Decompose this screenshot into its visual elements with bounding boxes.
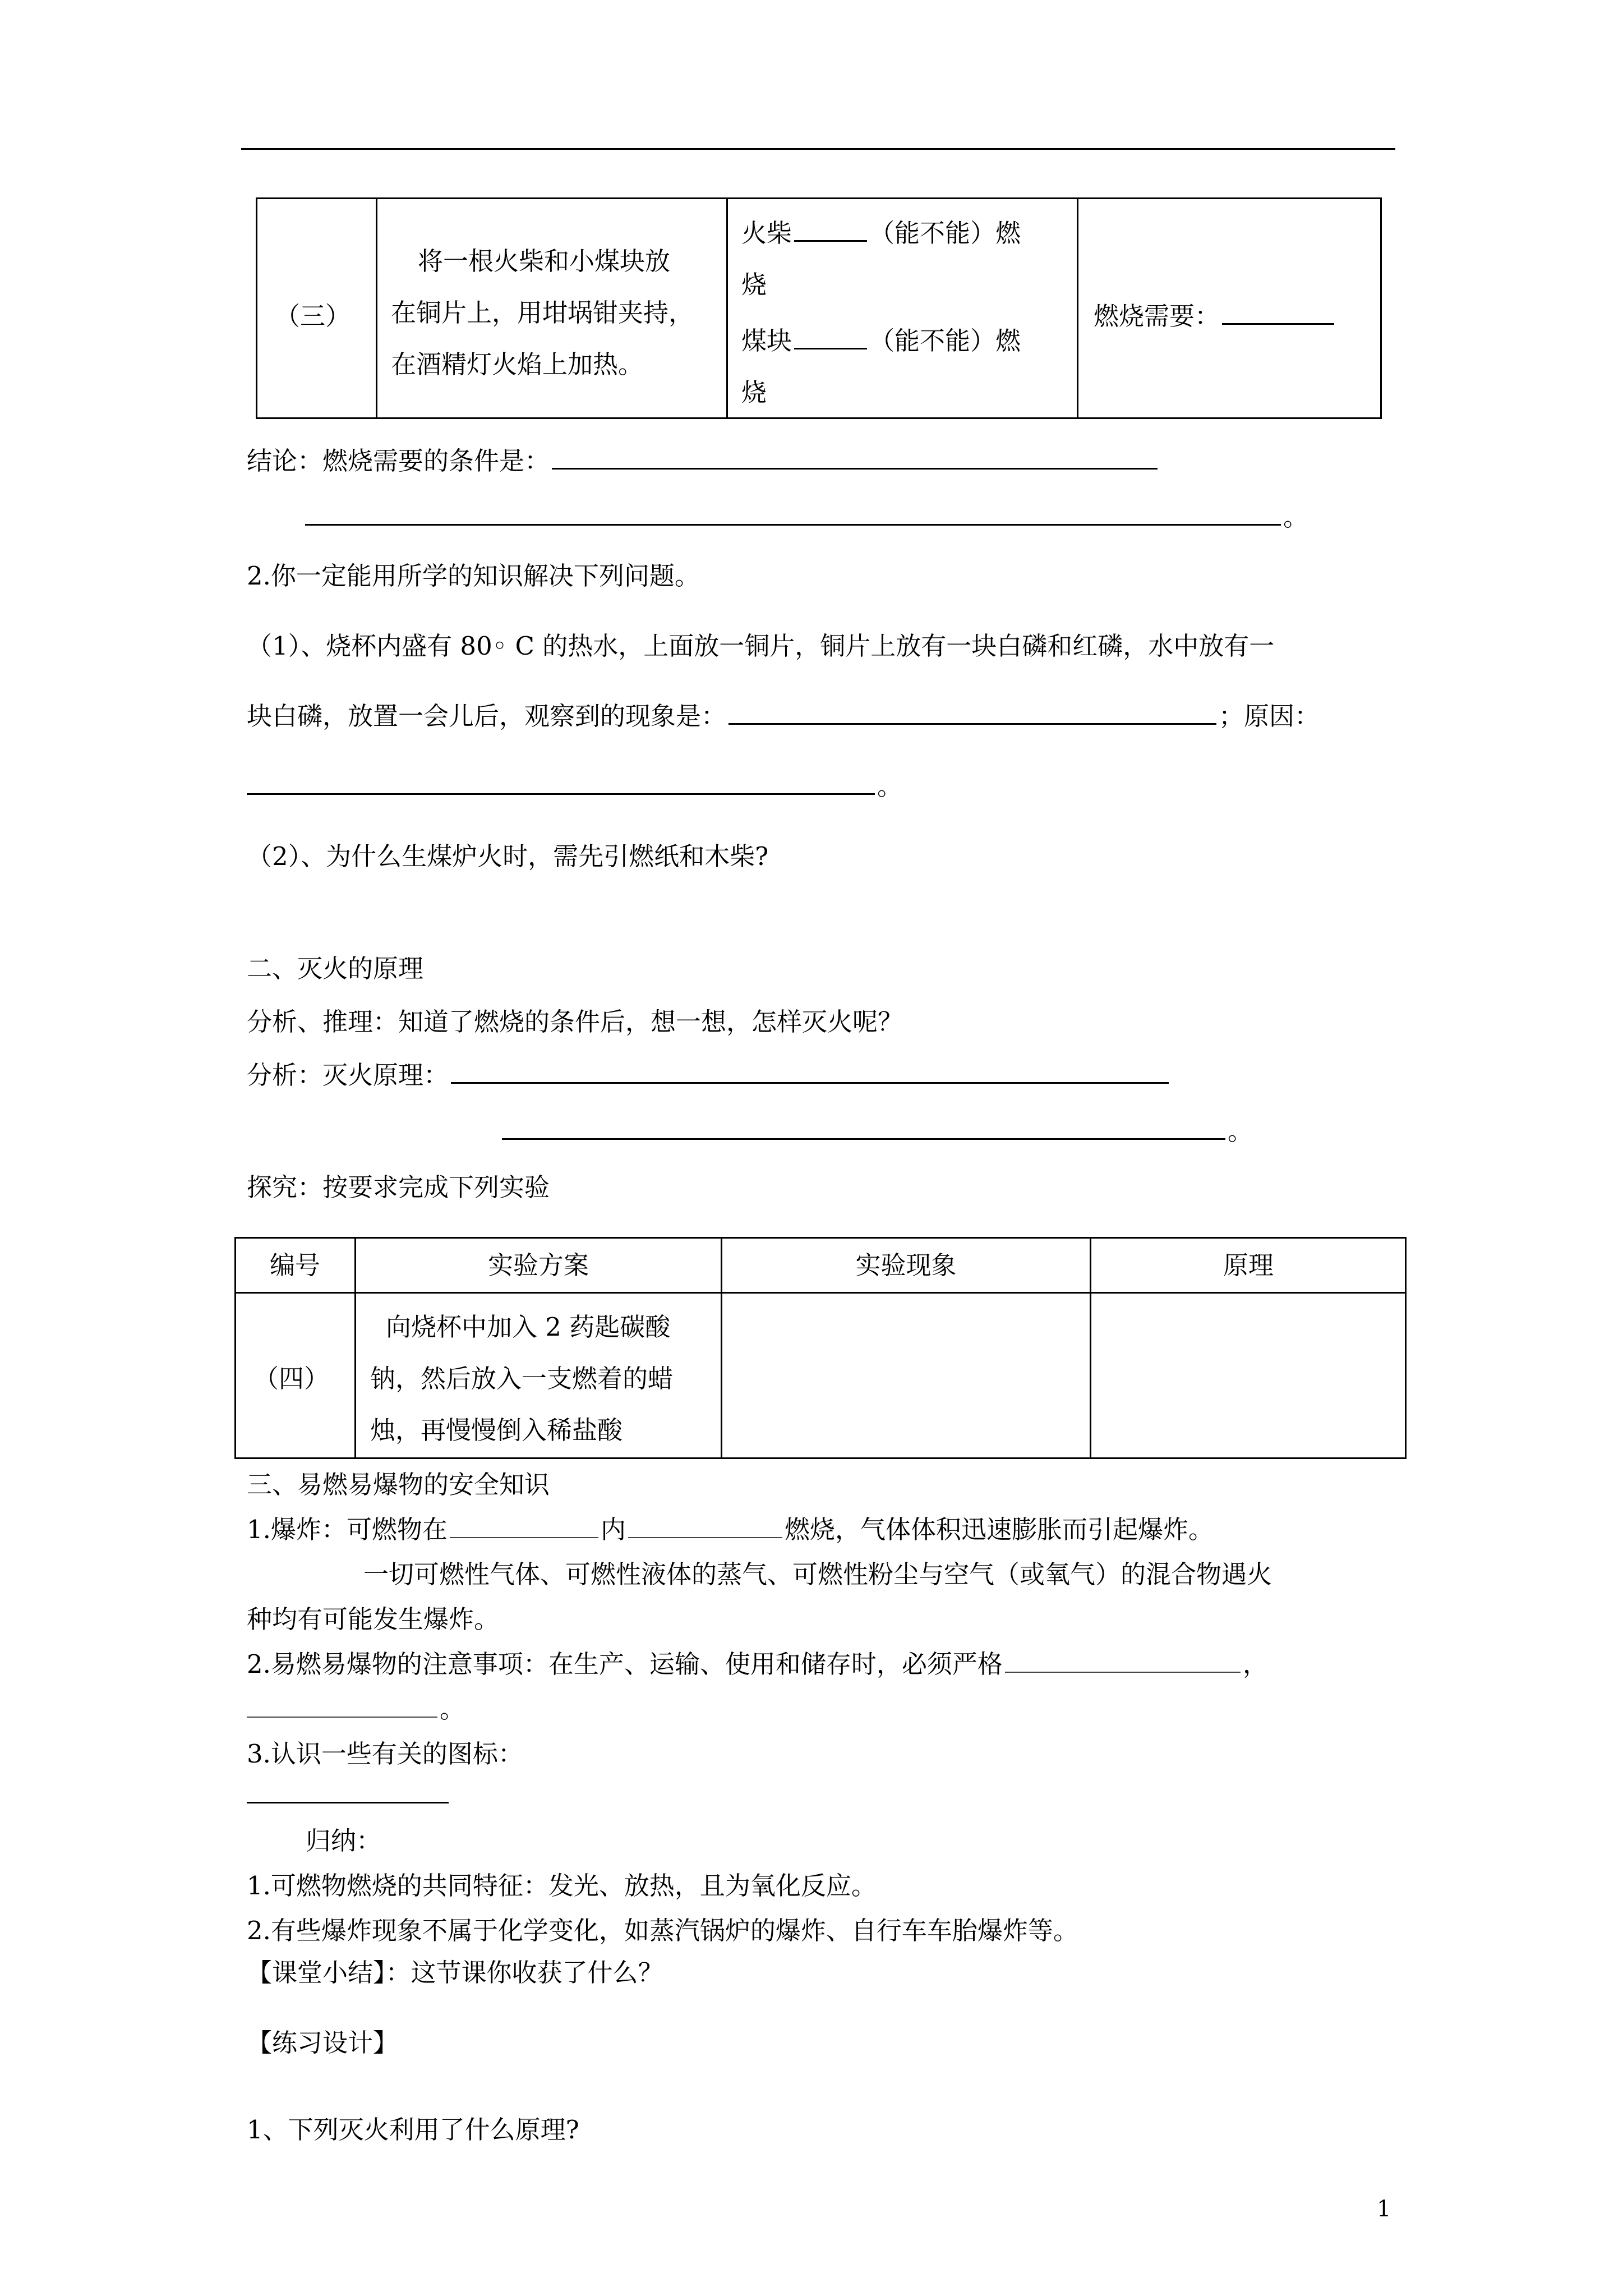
table2-header-number: 编号	[269, 1250, 320, 1280]
section3-item1-note2: 种均有可能发生爆炸。	[247, 1604, 500, 1634]
precaution-blank-2[interactable]	[247, 1716, 437, 1718]
table1-phenomenon-match: 火柴 （能不能）燃	[741, 218, 1021, 248]
section3-item2-line2: 。	[247, 1688, 465, 1725]
conclusion-blank-2[interactable]	[305, 523, 1281, 526]
page-number: 1	[1377, 2196, 1391, 2222]
reason-blank[interactable]	[247, 793, 875, 795]
conclusion-line: 结论：燃烧需要的条件是：	[247, 440, 1160, 477]
table1-number: （三）	[275, 301, 351, 331]
table2-header-plan: 实验方案	[487, 1250, 589, 1280]
section3-title: 三、易燃易爆物的安全知识	[247, 1470, 550, 1499]
section2-principle: 分析：灭火原理：	[247, 1055, 1171, 1091]
phenomenon-blank[interactable]	[728, 723, 1216, 725]
practice-q1: 1、下列灭火利用了什么原理?	[247, 2115, 579, 2145]
coal-blank[interactable]	[794, 347, 867, 349]
summary-rule	[247, 1802, 449, 1803]
table1-plan-line1: 将一根火柴和小煤块放	[418, 246, 671, 276]
principle-blank-2[interactable]	[502, 1138, 1225, 1140]
q2-p1-line1: （1）、烧杯内盛有 80◦ C 的热水，上面放一铜片，铜片上放有一块白磷和红磷，水中放有一	[247, 631, 1275, 661]
section2-analysis: 分析、推理：知道了燃烧的条件后，想一想，怎样灭火呢？	[247, 1007, 903, 1037]
table1-phenomenon-coal-tail: 烧	[741, 378, 767, 407]
table2-plan-line3: 烛，再慢慢倒入稀盐酸	[370, 1415, 623, 1445]
summary-line1: 1.可燃物燃烧的共同特征：发光、放热，且为氧化反应。	[247, 1871, 877, 1901]
match-blank[interactable]	[794, 240, 867, 242]
section2-principle-line2: 。	[502, 1111, 1253, 1147]
table2-number: （四）	[253, 1364, 330, 1393]
principle-blank-1[interactable]	[451, 1082, 1169, 1084]
section3-item3: 3.认识一些有关的图标：	[247, 1739, 523, 1769]
section3-item2: 2.易燃易爆物的注意事项：在生产、运输、使用和储存时，必须严格 ，	[247, 1649, 1268, 1679]
conclusion-line2: 。	[303, 496, 1308, 533]
summary-line2: 2.有些爆炸现象不属于化学变化，如蒸汽锅炉的爆炸、自行车车胎爆炸等。	[247, 1916, 1078, 1945]
q2-title: 2.你一定能用所学的知识解决下列问题。	[247, 561, 700, 591]
summary-title: 归纳：	[306, 1826, 382, 1856]
table1-phenomenon-coal: 煤块 （能不能）燃	[741, 326, 1021, 356]
section3-item1: 1.爆炸：可燃物在 内 燃烧，气体体积迅速膨胀而引起爆炸。	[247, 1515, 1214, 1544]
table1-phenomenon-match-tail: 烧	[741, 270, 767, 300]
conclusion-blank-1[interactable]	[552, 467, 1158, 470]
table1-conclusion: 燃烧需要：	[1094, 291, 1336, 342]
q2-p1-line3: 。	[247, 766, 902, 802]
section3-item1-note1: 一切可燃性气体、可燃性液体的蒸气、可燃性粉尘与空气（或氧气）的混合物遇火	[363, 1559, 1272, 1589]
section2-explore: 探究：按要求完成下列实验	[247, 1172, 550, 1202]
table2-header-principle: 原理	[1223, 1250, 1274, 1280]
header-rule	[241, 148, 1395, 150]
table2-plan-line1: 向烧杯中加入 2 药匙碳酸	[386, 1312, 671, 1342]
practice-title: 【练习设计】	[247, 2028, 399, 2058]
table1-plan-line2: 在铜片上，用坩埚钳夹持，	[391, 298, 694, 328]
q2-p2: （2）、为什么生煤炉火时，需先引燃纸和木柴?	[247, 841, 769, 871]
class-summary: 【课堂小结】：这节课你收获了什么？	[247, 1958, 663, 1987]
explosion-blank-2[interactable]	[628, 1536, 782, 1538]
explosion-blank-1[interactable]	[450, 1536, 598, 1538]
q2-p1-line2: 块白磷，放置一会儿后，观察到的现象是： ；原因：	[247, 701, 1320, 731]
conclusion-need-blank[interactable]	[1222, 323, 1334, 325]
table2-header-phenomenon: 实验现象	[855, 1250, 957, 1280]
precaution-blank-1[interactable]	[1005, 1671, 1241, 1673]
table2-plan-line2: 钠，然后放入一支燃着的蜡	[370, 1364, 674, 1393]
table1-plan-line3: 在酒精灯火焰上加热。	[391, 349, 644, 379]
section2-title: 二、灭火的原理	[247, 954, 424, 983]
